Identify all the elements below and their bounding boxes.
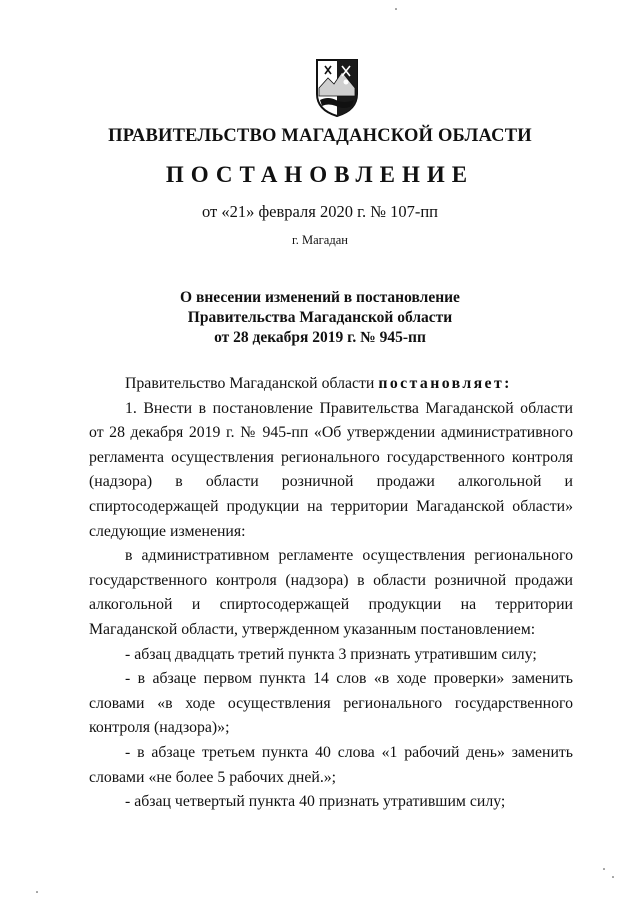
document-date: от «21» февраля 2020 г. № 107-пп: [201, 202, 439, 221]
document-city: г. Магадан: [292, 233, 348, 247]
scan-speck: [36, 891, 38, 893]
government-title: ПРАВИТЕЛЬСТВО МАГАДАНСКОЙ ОБЛАСТИ: [108, 126, 532, 146]
change-paragraph: - абзац двадцать третий пункта 3 признать утратившим силу;: [125, 645, 537, 663]
document-subject: [0, 288, 640, 348]
item-1-paragraph: 1. Внести в постановление Правительства Магаданской области от 28 декабря 2019 г. № 945-пп «Об утверждении административного регламента осуществления регионального государственного контроля (надзора) в области розничной продажи алкогольной и спиртосодержащей продукции на территории Магаданской области» следующие изменения:: [89, 399, 573, 540]
resolves-word: постановляет:: [378, 375, 512, 392]
subject-line: Правительства Магаданской области: [187, 309, 453, 326]
document-body: [89, 372, 573, 815]
scan-speck: [612, 876, 614, 878]
change-paragraph: - в абзаце третьем пункта 40 слова «1 рабочий день» заменить словами «не более 5 рабочих дней.»;: [89, 743, 573, 786]
intro-prefix: Правительство Магаданской области: [125, 375, 379, 392]
change-paragraph: - абзац четвертый пункта 40 признать утратившим силу;: [125, 793, 506, 811]
scan-speck: [603, 868, 605, 870]
subject-line: О внесении изменений в постановление: [180, 289, 460, 306]
item-1-sub-paragraph: в административном регламенте осуществления регионального государственного контроля (надзора) в области розничной продажи алкогольной и спиртосодержащей продукции на территории Магаданской области, утвержденном указанным постановлением:: [89, 547, 573, 638]
document-type: ПОСТАНОВЛЕНИЕ: [165, 162, 475, 187]
scan-speck: [395, 8, 397, 10]
subject-line: от 28 декабря 2019 г. № 945-пп: [214, 329, 426, 346]
intro-paragraph: [89, 372, 573, 397]
coat-of-arms-icon: [314, 58, 360, 118]
change-paragraph: - в абзаце первом пункта 14 слов «в ходе проверки» заменить словами «в ходе осуществления регионального государственного контроля (надзора)»;: [89, 670, 573, 737]
